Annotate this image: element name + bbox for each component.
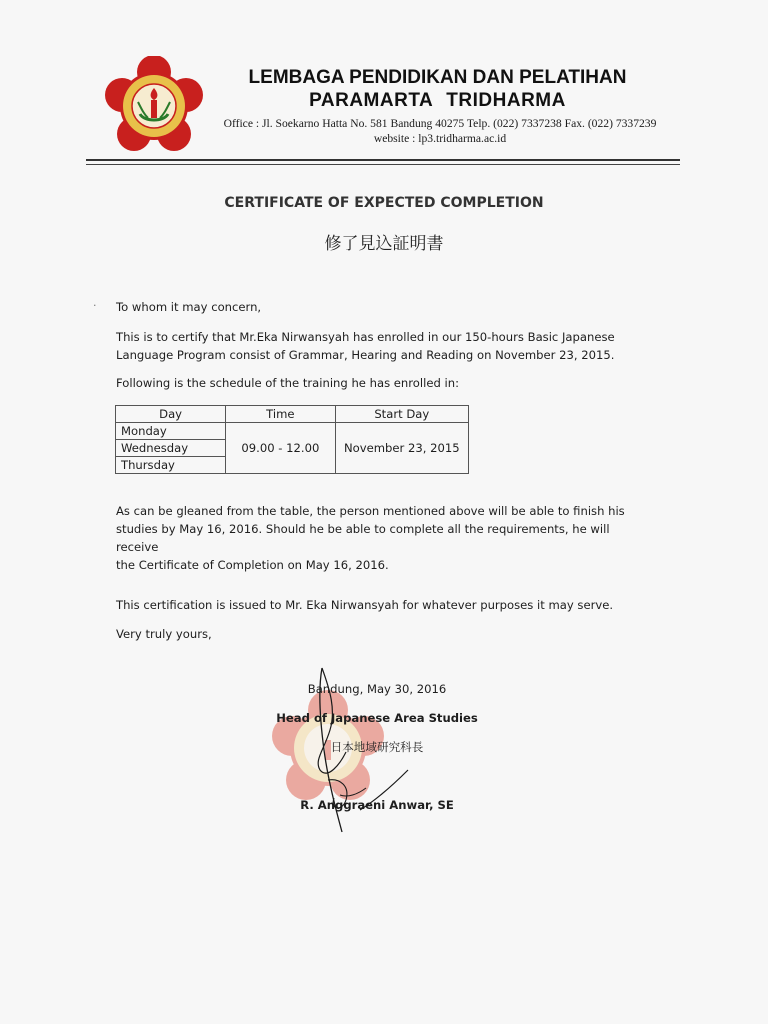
closing: Very truly yours, [116,627,212,641]
paragraph-1-line1: This is to certify that Mr.Eka Nirwansyah has enrolled in our 150-hours Basic Japanese [116,330,615,344]
table-cell-time: 09.00 - 12.00 [226,423,335,474]
table-header-row [116,406,469,423]
paragraph-4: This certification is issued to Mr. Eka Nirwansyah for whatever purposes it may serve. [116,598,614,612]
website: website : lp3.tridharma.ac.id [373,132,507,145]
certificate-title: CERTIFICATE OF EXPECTED COMPLETION [224,195,544,211]
signatory-position-japanese: 日本地域研究科長 [330,740,424,754]
organization-name [215,66,660,112]
paragraph-1-line2: Language Program consist of Grammar, Hearing and Reading on November 23, 2015. [116,348,615,362]
paragraph-1 [116,328,646,364]
organization-name-line1: LEMBAGA PENDIDIKAN DAN PELATIHAN [248,67,627,88]
table-cell-start-day: November 23, 2015 [335,423,468,474]
table-row [116,423,469,440]
paragraph-3-line2: studies by May 16, 2016. Should he be able to complete all the requirements, he will receive [116,522,610,554]
table-header-day: Day [116,406,226,423]
organization-logo [98,56,210,156]
organization-name-line2: PARAMARTA TRIDHARMA [309,90,566,111]
header-rule-thin [86,164,680,165]
header-rule-thick [86,159,680,161]
salutation: To whom it may concern, [116,300,262,314]
paragraph-3-line3: the Certificate of Completion on May 16, 2016. [116,558,389,572]
paragraph-3-line1: As can be gleaned from the table, the person mentioned above will be able to finish his [116,504,625,518]
office-address-block [205,116,675,146]
table-cell-day: Thursday [116,457,226,474]
signatory-name: R. Anggraeni Anwar, SE [300,798,454,812]
paragraph-2: Following is the schedule of the training he has enrolled in: [116,376,459,390]
table-header-start-day: Start Day [335,406,468,423]
schedule-table [115,405,469,474]
table-cell-day: Monday [116,423,226,440]
margin-dot: · [93,299,97,312]
table-header-time: Time [226,406,335,423]
signature-place-date: Bandung, May 30, 2016 [307,682,447,696]
certificate-title-japanese: 修了見込証明書 [324,234,444,254]
paragraph-3 [116,502,646,574]
signatory-position: Head of Japanese Area Studies [276,711,478,725]
office-address: Office : Jl. Soekarno Hatta No. 581 Bandung 40275 Telp. (022) 7337238 Fax. (022) 7337239 [223,117,657,130]
table-cell-day: Wednesday [116,440,226,457]
handwritten-signature [300,660,420,840]
